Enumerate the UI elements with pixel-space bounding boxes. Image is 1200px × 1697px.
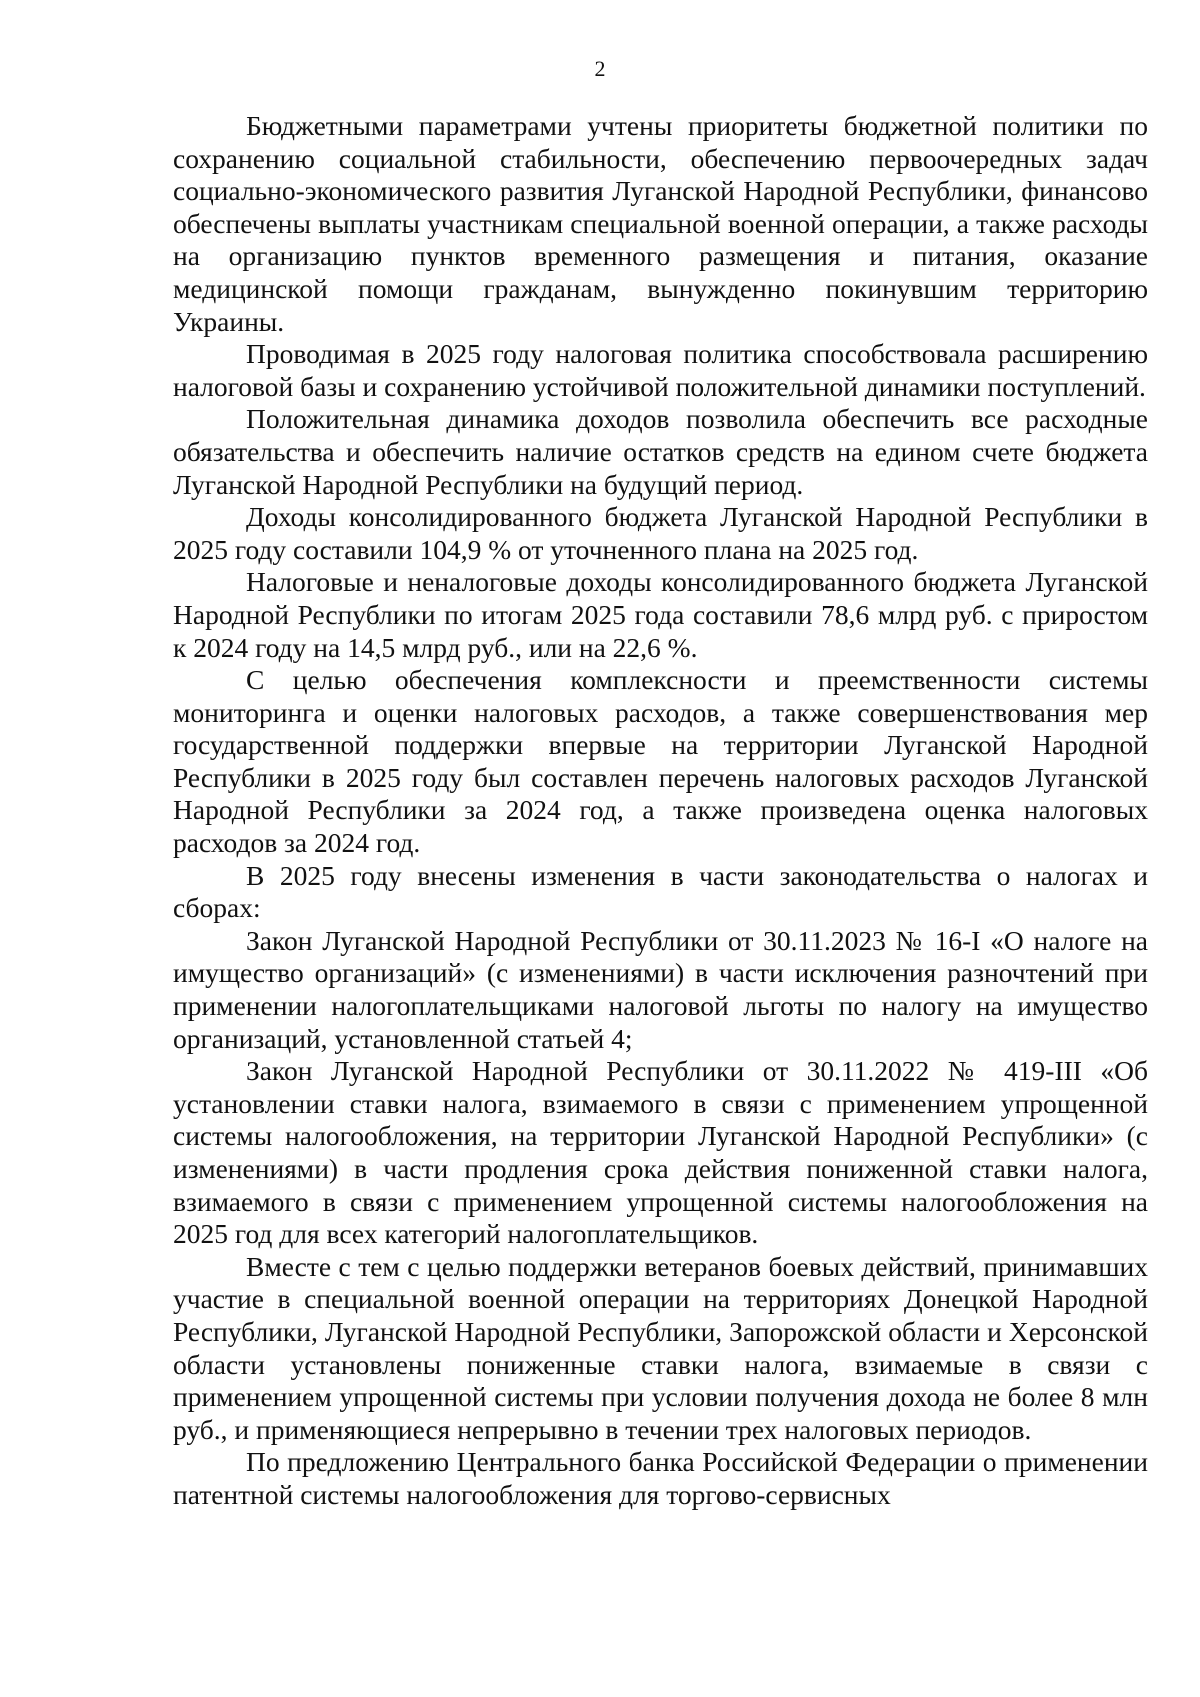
paragraph-veterans-support: Вместе с тем с целью поддержки ветеранов боевых действий, принимавших участие в специальной военной операции на территориях Донецкой Народной Республики, Луганской Народной Республики, Запорожской области и Херсонской области установлены пониженные ставки налога, взимаемые в связи с применением упрощенной системы при условии получения дохода не более 8 млн руб., и применяющиеся непрерывно в течении трех налоговых периодов. [173, 1250, 1148, 1445]
paragraph-patent-system: По предложению Центрального банка Российской Федерации о применении патентной системы налогообложения для торгово-сервисных [173, 1446, 1148, 1510]
paragraph-tax-nontax-revenue: Налоговые и неналоговые доходы консолидированного бюджета Луганской Народной Республики по итогам 2025 года составили 78,6 млрд руб. с приростом к 2024 году на 14,5 млрд руб., или на 22,6 %. [173, 566, 1148, 663]
paragraph-simplified-tax-law: Закон Луганской Народной Республики от 30.11.2022 № 419-III «Об установлении ставки налога, взимаемого в связи с применением упрощенной системы налогообложения, на территории Луганской Народной Республики» (с изменениями) в части продления срока действия пониженной ставки налога, взимаемого в связи с применением упрощенной системы налогообложения на 2025 год для всех категорий налогоплательщиков. [173, 1055, 1148, 1250]
paragraph-tax-policy: Проводимая в 2025 году налоговая политика способствовала расширению налоговой базы и сохранению устойчивой положительной динамики поступлений. [173, 338, 1148, 402]
paragraph-budget-priorities: Бюджетными параметрами учтены приоритеты бюджетной политики по сохранению социальной стабильности, обеспечению первоочередных задач социально-экономического развития Луганской Народной Республики, финансово обеспечены выплаты участникам специальной военной операции, а также расходы на организацию пунктов временного размещения и питания, оказание медицинской помощи гражданам, вынужденно покинувшим территорию Украины. [173, 110, 1148, 337]
paragraph-property-tax-law: Закон Луганской Народной Республики от 30.11.2023 № 16-I «О налоге на имущество организаций» (с изменениями) в части исключения разночтений при применении налогоплательщиками налоговой льготы по налогу на имущество организаций, установленной статьей 4; [173, 924, 1148, 1054]
paragraph-consolidated-revenue: Доходы консолидированного бюджета Луганской Народной Республики в 2025 году составили 104,9 % от уточненного плана на 2025 год. [173, 501, 1148, 565]
paragraph-tax-expenditures: С целью обеспечения комплексности и преемственности системы мониторинга и оценки налоговых расходов, а также совершенствования мер государственной поддержки впервые на территории Луганской Народной Республики в 2025 году был составлен перечень налоговых расходов Луганской Народной Республики за 2024 год, а также произведена оценка налоговых расходов за 2024 год. [173, 664, 1148, 859]
page-number: 2 [594, 56, 606, 81]
paragraph-legislation-changes: В 2025 году внесены изменения в части законодательства о налогах и сборах: [173, 859, 1148, 924]
paragraph-revenue-dynamics: Положительная динамика доходов позволила обеспечить все расходные обязательства и обеспечить наличие остатков средств на едином счете бюджета Луганской Народной Республики на будущий период. [173, 403, 1148, 500]
document-body [173, 110, 1148, 1512]
